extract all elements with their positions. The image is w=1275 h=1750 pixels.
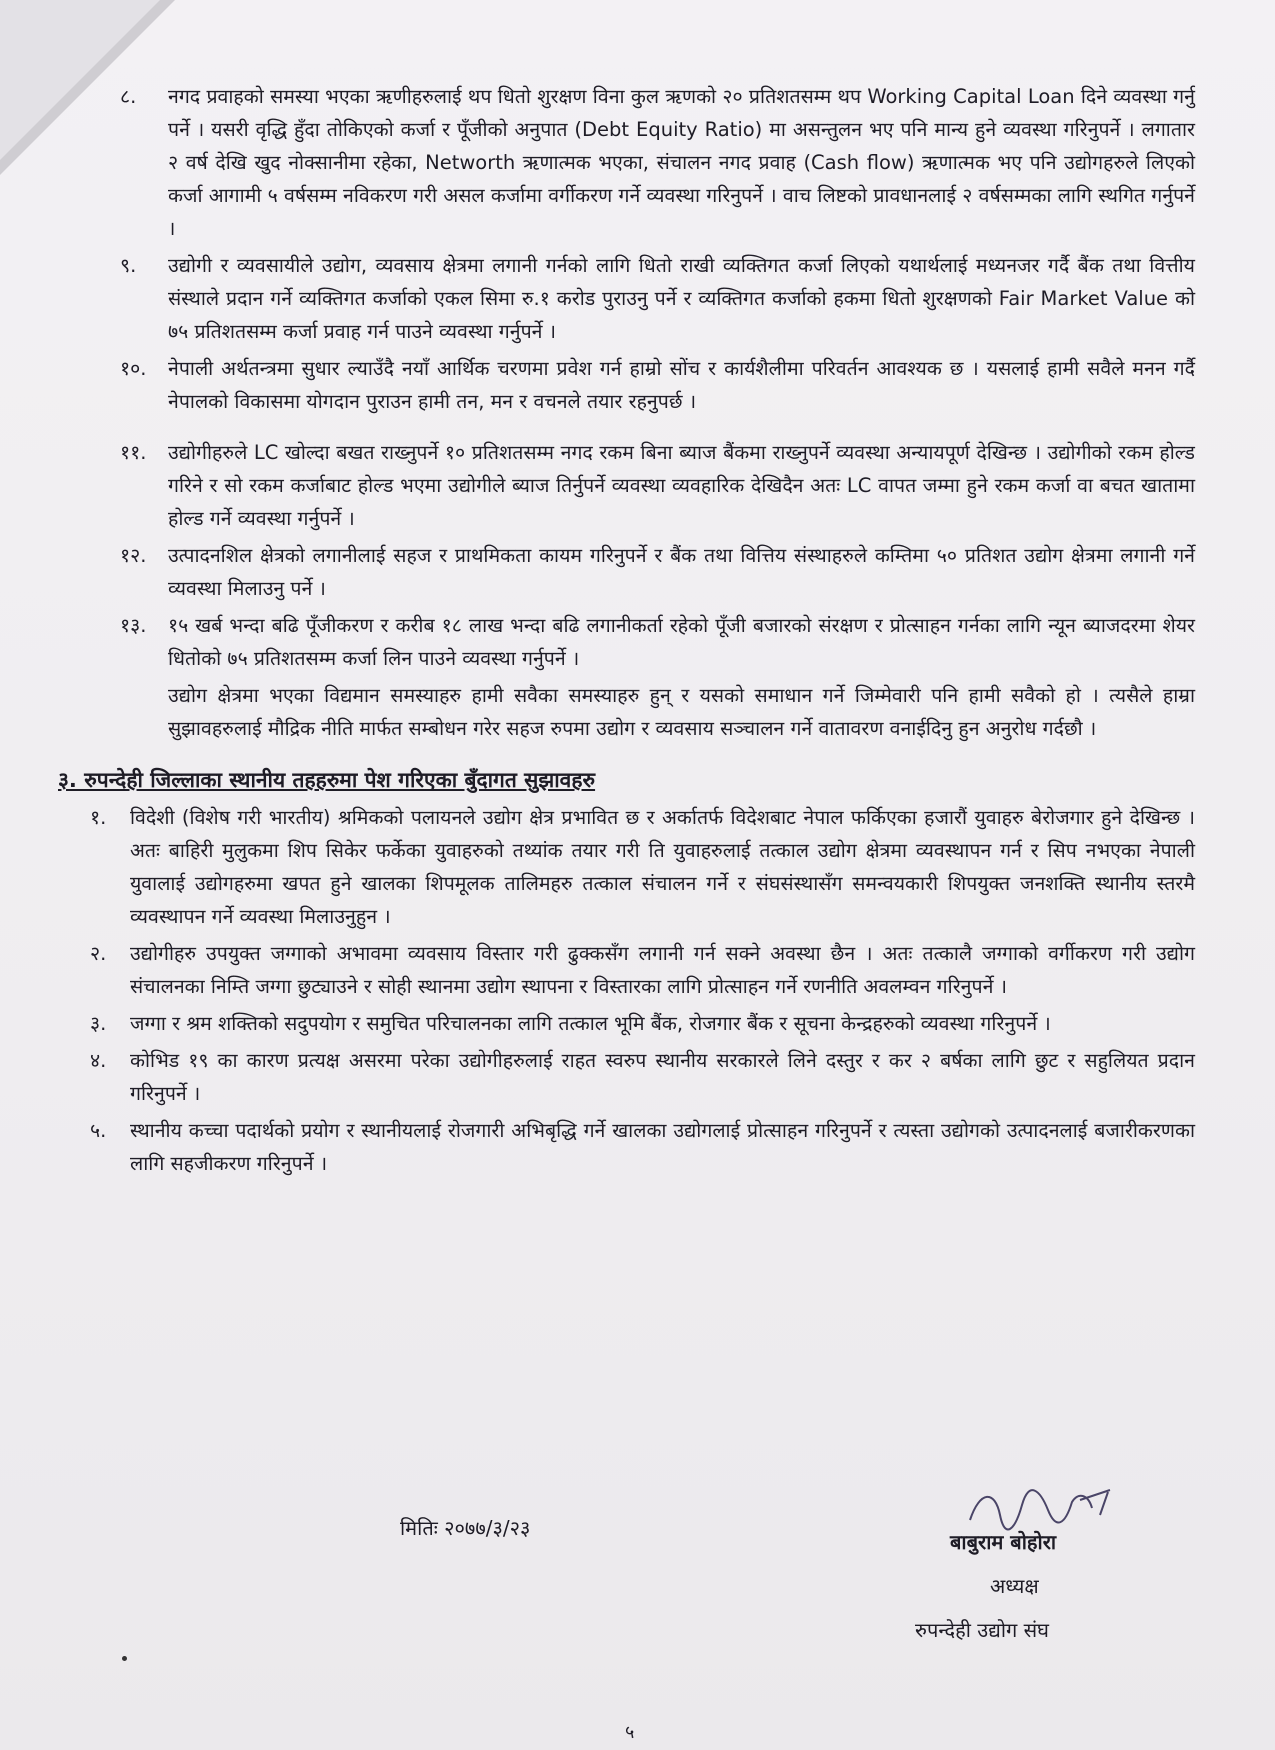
list-item-number: २. — [90, 942, 107, 965]
list-item — [90, 1007, 1195, 1040]
list-item — [120, 436, 1195, 535]
list-items-8-10 — [120, 80, 1195, 418]
signature-block — [0, 1490, 1275, 1690]
list-item-number: ८. — [120, 85, 137, 108]
list-item — [120, 352, 1195, 418]
list-item — [90, 801, 1195, 933]
page-number: ५ — [625, 1722, 635, 1743]
list-item-text: उद्योगी र व्यवसायीले उद्योग, व्यवसाय क्षेत्रमा लगानी गर्नको लागि धितो राखी व्यक्तिगत कर्जा लिएको यथार्थलाई मध्यनजर गर्दै बैंक तथा वित्तीय संस्थाले प्रदान गर्ने व्यक्तिगत कर्जाको एकल सिमा रु.१ करोड पुराउनु पर्ने र व्यक्तिगत कर्जाको हकमा धितो शुरक्षणको Fair Market Value को ७५ प्रतिशतसम्म कर्जा प्रवाह गर्न पाउने व्यवस्था गर्नुपर्ने । — [168, 254, 1195, 343]
list-item-text: नेपाली अर्थतन्त्रमा सुधार ल्याउँदै नयाँ आर्थिक चरणमा प्रवेश गर्न हाम्रो सोंच र कार्यशैलीमा परिवर्तन आवश्यक छ । यसलाई हामी सवैले मनन गर्दै नेपालको विकासमा योगदान पुराउन हामी तन, मन र वचनले तयार रहनुपर्छ । — [168, 357, 1195, 413]
section-3-list — [90, 801, 1195, 1180]
signer-name: बाबुराम बोहोरा — [950, 1530, 1057, 1554]
list-item-text: नगद प्रवाहको समस्या भएका ऋणीहरुलाई थप धितो शुरक्षण विना कुल ऋणको २० प्रतिशतसम्म थप Working Capital Loan दिने व्यवस्था गर्नु पर्ने । यसरी वृद्धि हुँदा तोकिएको कर्जा र पूँजीको अनुपात (Debt Equity Ratio) मा असन्तुलन भए पनि मान्य हुने व्यवस्था गरिनुपर्ने । लगातार २ वर्ष देखि खुद नोक्सानीमा रहेका, Networth ऋणात्मक भएका, संचालन नगद प्रवाह (Cash flow) ऋणात्मक भए पनि उद्योगहरुले लिएको कर्जा आगामी ५ वर्षसम्म नविकरण गरी असल कर्जामा वर्गीकरण गर्ने व्यवस्था गरिनुपर्ने । वाच लिष्टको प्रावधानलाई २ वर्षसम्मका लागि स्थगित गर्नुपर्ने । — [168, 85, 1195, 240]
document-body — [58, 80, 1195, 1184]
list-item-text: जग्गा र श्रम शक्तिको सदुपयोग र समुचित परिचालनका लागि तत्काल भूमि बैंक, रोजगार बैंक र सूचना केन्द्रहरुको व्यवस्था गरिनुपर्ने । — [130, 1012, 1051, 1035]
list-item-text: विदेशी (विशेष गरी भारतीय) श्रमिकको पलायनले उद्योग क्षेत्र प्रभावित छ र अर्कातर्फ विदेशबाट नेपाल फर्किएका हजारौं युवाहरु बेरोजगार हुने देखिन्छ । अतः बाहिरी मुलुकमा शिप सिकेर फर्केका युवाहरुको तथ्यांक तयार गरी ति युवाहरुलाई तत्काल उद्योग क्षेत्रमा व्यवस्थापन गर्न र सिप नभएका नेपाली युवालाई उद्योगहरुमा खपत हुने खालका शिपमूलक तालिमहरु तत्काल संचालन गर्ने र संघसंस्थासँग समन्वयकारी शिपयुक्त जनशक्ति स्थानीय स्तरमै व्यवस्थापन गर्ने व्यवस्था मिलाउनुहुन । — [130, 806, 1195, 928]
list-item-number: १०. — [120, 357, 147, 380]
list-item-number: १३. — [120, 614, 147, 637]
list-item-text: उद्योगीहरु उपयुक्त जग्गाको अभावमा व्यवसाय विस्तार गरी ढुक्कसँग लगानी गर्न सक्ने अवस्था छैन । अतः तत्कालै जग्गाको वर्गीकरण गरी उद्योग संचालनका निम्ति जग्गा छुट्याउने र सोही स्थानमा उद्योग स्थापना र विस्तारका लागि प्रोत्साहन गर्ने रणनीति अवलम्वन गरिनुपर्ने । — [130, 942, 1195, 998]
closing-paragraph: उद्योग क्षेत्रमा भएका विद्यमान समस्याहरु हामी सवैका समस्याहरु हुन् र यसको समाधान गर्ने जिम्मेवारी पनि हामी सवैको हो । त्यसैले हाम्रा सुझावहरुलाई मौद्रिक नीति मार्फत सम्बोधन गरेर सहज रुपमा उद्योग र व्यवसाय सञ्चालन गर्ने वातावरण वनाईदिनु हुन अनुरोध गर्दछौ । — [168, 684, 1195, 740]
margin-dot — [122, 1656, 127, 1661]
list-item — [90, 1114, 1195, 1180]
list-item-number: १२. — [120, 544, 147, 567]
section-3 — [58, 763, 1195, 1180]
list-item-number: ११. — [120, 441, 147, 464]
list-items-11-13 — [120, 436, 1195, 675]
list-item-text: उत्पादनशिल क्षेत्रको लगानीलाई सहज र प्राथमिकता कायम गरिनुपर्ने र बैंक तथा वित्तिय संस्थाहरुले कम्तिमा ५० प्रतिशत उद्योग क्षेत्रमा लगानी गर्ने व्यवस्था मिलाउनु पर्ने । — [168, 544, 1195, 600]
list-item-number: ९. — [120, 254, 137, 277]
date-line: मितिः २०७७/३/२३ — [400, 1516, 531, 1540]
list-item-number: १. — [90, 806, 107, 829]
list-item-text: उद्योगीहरुले LC खोल्दा बखत राख्नुपर्ने १० प्रतिशतसम्म नगद रकम बिना ब्याज बैंकमा राख्नुपर्ने व्यवस्था अन्यायपूर्ण देखिन्छ । उद्योगीको रकम होल्ड गरिने र सो रकम कर्जाबाट होल्ड भएमा उद्योगीले ब्याज तिर्नुपर्ने व्यवस्था व्यवहारिक देखिदैन अतः LC वापत जम्मा हुने रकम कर्जा वा बचत खातामा होल्ड गर्ने व्यवस्था गर्नुपर्ने । — [168, 441, 1195, 530]
signer-title: अध्यक्ष — [990, 1574, 1039, 1598]
list-item-text: स्थानीय कच्चा पदार्थको प्रयोग र स्थानीयलाई रोजगारी अभिबृद्धि गर्ने खालका उद्योगलाई प्रोत्साहन गरिनुपर्ने र त्यस्ता उद्योगको उत्पादनलाई बजारीकरणका लागि सहजीकरण गरिनुपर्ने । — [130, 1119, 1195, 1175]
list-item-text: १५ खर्ब भन्दा बढि पूँजीकरण र करीब १८ लाख भन्दा बढि लगानीकर्ता रहेको पूँजी बजारको संरक्षण र प्रोत्साहन गर्नका लागि न्यून ब्याजदरमा शेयर धितोको ७५ प्रतिशतसम्म कर्जा लिन पाउने व्यवस्था गर्नुपर्ने । — [168, 614, 1195, 670]
list-item-number: ३. — [90, 1012, 107, 1035]
list-item — [90, 937, 1195, 1003]
list-item-number: ५. — [90, 1119, 107, 1142]
list-item-text: कोभिड १९ का कारण प्रत्यक्ष असरमा परेका उद्योगीहरुलाई राहत स्वरुप स्थानीय सरकारले लिने दस्तुर र कर २ बर्षका लागि छुट र सहुलियत प्रदान गरिनुपर्ने । — [130, 1049, 1195, 1105]
list-item — [120, 80, 1195, 245]
list-item — [120, 609, 1195, 675]
list-item — [120, 539, 1195, 605]
list-item — [90, 1044, 1195, 1110]
list-item-number: ४. — [90, 1049, 107, 1072]
organization-name: रुपन्देही उद्योग संघ — [915, 1618, 1049, 1642]
list-item — [120, 249, 1195, 348]
section-3-heading: ३. रुपन्देही जिल्लाका स्थानीय तहहरुमा पेश गरिएका बुँदागत सुझावहरु — [58, 768, 596, 792]
